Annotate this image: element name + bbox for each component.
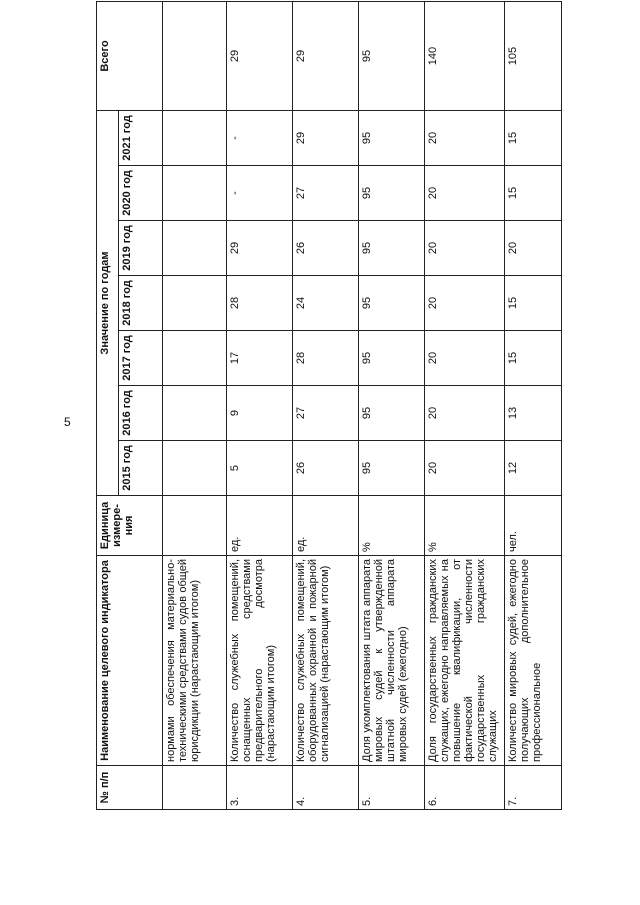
year-value xyxy=(163,111,227,166)
header-year: 2019 год xyxy=(119,221,163,276)
row-number xyxy=(163,766,227,810)
indicator-name: Количество мировых судей, ежегодно получающих дополнительное профессиональное xyxy=(505,556,562,766)
year-value: 28 xyxy=(293,331,359,386)
year-value: 15 xyxy=(505,276,562,331)
year-value: 24 xyxy=(293,276,359,331)
year-value: 27 xyxy=(293,166,359,221)
indicator-name: Количество служебных помещений, оборудованных охранной и пожарной сигнализацией (нарастающим итогом) xyxy=(293,556,359,766)
table-row xyxy=(425,2,505,810)
header-total: Всего xyxy=(97,2,163,111)
total-value: 29 xyxy=(293,2,359,111)
indicator-unit: чел. xyxy=(505,496,562,556)
year-value: 26 xyxy=(293,221,359,276)
total-value: 95 xyxy=(359,2,425,111)
year-value: 95 xyxy=(359,441,425,496)
year-value xyxy=(163,221,227,276)
total-value xyxy=(163,2,227,111)
year-value: - xyxy=(227,166,293,221)
year-value xyxy=(163,331,227,386)
table-row xyxy=(227,2,293,810)
header-num: № п/п xyxy=(97,766,163,810)
indicator-unit: ед. xyxy=(293,496,359,556)
year-value: 26 xyxy=(293,441,359,496)
header-year-group: Значение по годам xyxy=(97,111,119,496)
indicator-name: Доля государственных гражданских служащих, ежегодно направляемых на повышение квалификации, от фактической численности государственных гражданских служащих xyxy=(425,556,505,766)
year-value: 12 xyxy=(505,441,562,496)
total-value: 29 xyxy=(227,2,293,111)
year-value: 95 xyxy=(359,221,425,276)
row-number: 6. xyxy=(425,766,505,810)
year-value: 20 xyxy=(425,441,505,496)
year-value: 29 xyxy=(293,111,359,166)
indicator-unit: ед. xyxy=(227,496,293,556)
year-value: 17 xyxy=(227,331,293,386)
year-value: 20 xyxy=(425,276,505,331)
indicator-name: Доля укомплектования штата аппарата мировых судей к утвержденной штатной численности аппарата мировых судей (ежегодно) xyxy=(359,556,425,766)
year-value: 95 xyxy=(359,111,425,166)
table-row xyxy=(359,2,425,810)
year-value xyxy=(163,441,227,496)
year-value: 27 xyxy=(293,386,359,441)
year-value xyxy=(163,386,227,441)
year-value: 20 xyxy=(425,331,505,386)
year-value: 15 xyxy=(505,111,562,166)
table-row xyxy=(163,2,227,810)
year-value: 9 xyxy=(227,386,293,441)
year-value: 20 xyxy=(425,386,505,441)
total-value: 105 xyxy=(505,2,562,111)
year-value: 15 xyxy=(505,331,562,386)
year-value: 95 xyxy=(359,386,425,441)
indicator-name: нормами обеспечения материально-техническими средствами судов общей юрисдикции (нарастающим итогом) xyxy=(163,556,227,766)
year-value: 95 xyxy=(359,166,425,221)
year-value: 20 xyxy=(425,111,505,166)
year-value xyxy=(163,276,227,331)
table-row xyxy=(293,2,359,810)
header-year: 2018 год xyxy=(119,276,163,331)
header-year: 2020 год xyxy=(119,166,163,221)
header-year: 2015 год xyxy=(119,441,163,496)
year-value: 20 xyxy=(505,221,562,276)
rotated-table-wrapper xyxy=(96,2,561,810)
header-year: 2017 год xyxy=(119,331,163,386)
year-value: 95 xyxy=(359,276,425,331)
header-year: 2016 год xyxy=(119,386,163,441)
total-value: 140 xyxy=(425,2,505,111)
row-number: 5. xyxy=(359,766,425,810)
table-row xyxy=(505,2,562,810)
year-value: 5 xyxy=(227,441,293,496)
year-value xyxy=(163,166,227,221)
year-value: 95 xyxy=(359,331,425,386)
year-value: 29 xyxy=(227,221,293,276)
row-number: 4. xyxy=(293,766,359,810)
indicator-unit: % xyxy=(359,496,425,556)
year-value: 28 xyxy=(227,276,293,331)
indicator-table xyxy=(96,1,562,810)
year-value: 20 xyxy=(425,221,505,276)
year-value: 13 xyxy=(505,386,562,441)
row-number: 3. xyxy=(227,766,293,810)
indicator-unit: % xyxy=(425,496,505,556)
header-unit: Единица измере-ния xyxy=(97,496,163,556)
header-year: 2021 год xyxy=(119,111,163,166)
year-value: 15 xyxy=(505,166,562,221)
indicator-name: Количество служебных помещений, оснащенных средствами предварительного досмотра (нарастающим итогом) xyxy=(227,556,293,766)
year-value: 20 xyxy=(425,166,505,221)
header-row-1 xyxy=(97,2,119,810)
page-number: 5 xyxy=(64,415,71,429)
row-number: 7. xyxy=(505,766,562,810)
year-value: - xyxy=(227,111,293,166)
indicator-unit xyxy=(163,496,227,556)
header-name: Наименование целевого индикатора xyxy=(97,556,163,766)
